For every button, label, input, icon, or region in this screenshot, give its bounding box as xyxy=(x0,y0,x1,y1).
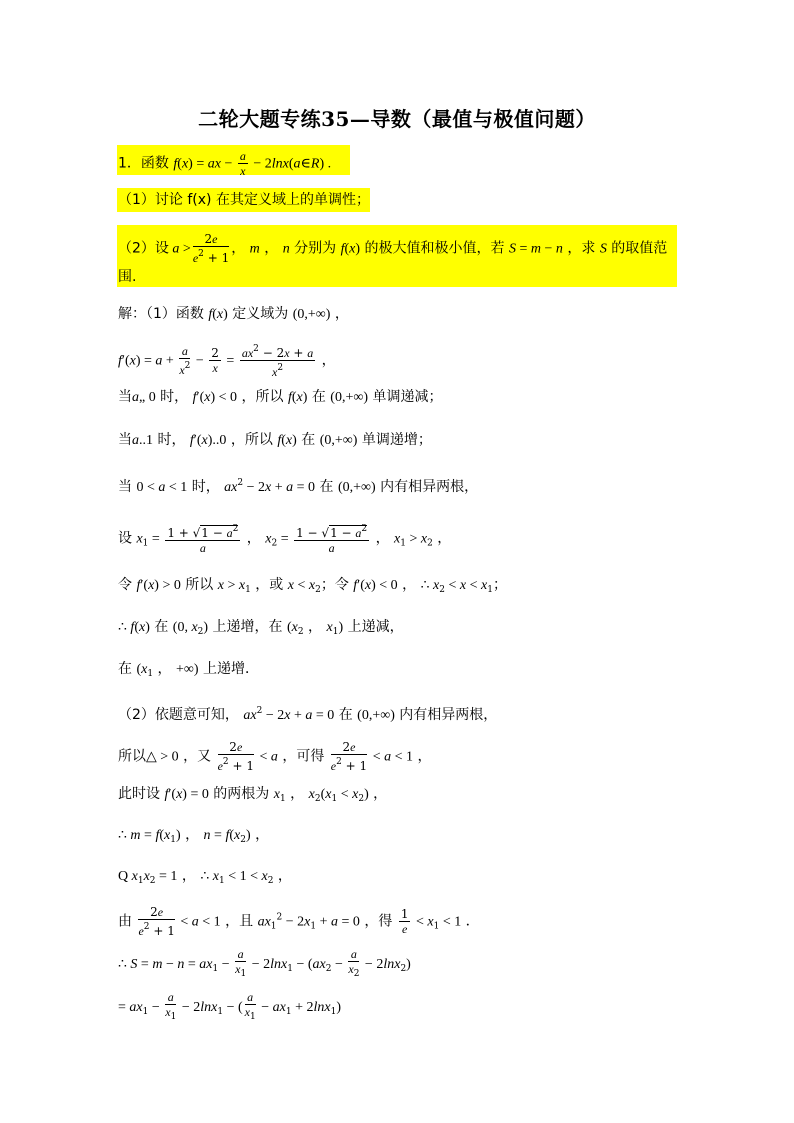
solution-line-7: 令 f′(x) > 0 所以 $x > x_1$ ，或 $x < x_2$；令 f′(x) < 0 ， ∴ $x_2 < x < x_1$； xyxy=(118,577,507,595)
solution-line-9: 在 ($x_1$ ， +∞) 上递增． xyxy=(118,661,259,679)
solution-line-14: Q $x_1x_2 = 1$ ， ∴ $x_1 < 1 < x_2$ ， xyxy=(118,868,292,886)
solution-line-4: 当a..1 时， f′(x)..0 ，所以 f(x) 在 (0,+∞) 单调递增； xyxy=(118,432,432,448)
page-title: 二轮大题专练35—导数（最值与极值问题） xyxy=(198,107,596,131)
solution-line-15: 由 $\frac{2e}{e^2 + 1}$ < a < 1 ，且 $ax_1^2 - 2x_1 + a = 0$ ，得 $\frac{1}{e}$ < $x_1 < 1$ ． xyxy=(118,905,480,938)
problem-part1: （1）讨论 f(x) 在其定义域上的单调性； xyxy=(118,192,370,208)
solution-line-10: （2）依题意可知， $ax^2 - 2x + a = 0$ 在 (0,+∞) 内有相异两根， xyxy=(118,706,498,723)
function-expression: f xyxy=(173,156,178,172)
problem-number: 1． xyxy=(118,155,141,172)
solution-line-2: f′(x) = a + $\frac{a}{x^2}$ − $\frac{2}{x}$ = $\frac{ax^2 - 2x + a}{x^2}$ ， xyxy=(118,344,336,379)
solution-line-6: 设 $x_1$ = $\frac{1 + √1 - a^2}{a}$ ， $x_2$ = $\frac{1 - √1 - a^2}{a}$ ， $x_1 > x_2$ ， xyxy=(118,524,452,555)
problem-stem-prefix: 函数 xyxy=(140,155,169,172)
solution-line-17: = $ax_1$ − $\frac{a}{x_1}$ − 2lnx$_1$ − ( $\frac{a}{x_1}$ − $ax_1 + 2\ln x_1$) xyxy=(118,990,341,1022)
problem-part2-line2: 围. xyxy=(118,269,137,285)
solution-line-1: 解：（1）函数 f(x) 定义域为 (0,+∞) ， xyxy=(118,306,349,322)
solution-line-3: 当a„ 0 时， f′(x) < 0 ，所以 f(x) 在 (0,+∞) 单调递减； xyxy=(118,389,443,405)
solution-line-8: ∴ f(x) 在 (0, $x_2$) 上递增，在 ($x_2$ ， $x_1$) 上递减， xyxy=(118,619,404,637)
solution-line-13: ∴ $m = f(x_1)$ ， $n = f(x_2)$ ， xyxy=(118,827,270,845)
solution-line-5: 当 0 < a < 1 时， $ax^2 - 2x + a = 0$ 在 (0,+∞) 内有相异两根， xyxy=(118,478,479,495)
problem-stem: 1．函数 f(x) = ax − $\frac{a}{x}$ − 2lnx(a∈R) . xyxy=(118,149,332,178)
solution-line-11: 所以△ > 0 ，又 $\frac{2e}{e^2 + 1}$ < a ，可得 $\frac{2e}{e^2 + 1}$ < a < 1 ， xyxy=(118,740,432,773)
problem-part2-line1: （2）设 a > $\frac{2e}{e^2 + 1}$ ， m ， n 分别为 f(x) 的极大值和极小值，若 S = m − n ，求 S 的取值范 xyxy=(118,232,668,265)
solution-line-16: ∴ $S = m - n = ax_1$ − $\frac{a}{x_1}$ − $2\ln x_1 - (ax_2$ − $\frac{a}{x_2}$ − 2lnx$_2$) xyxy=(118,947,411,979)
solution-line-12: 此时设 f′(x) = 0 的两根为 $x_1$ ， $x_2(x_1 < x_2)$ ， xyxy=(118,786,388,804)
